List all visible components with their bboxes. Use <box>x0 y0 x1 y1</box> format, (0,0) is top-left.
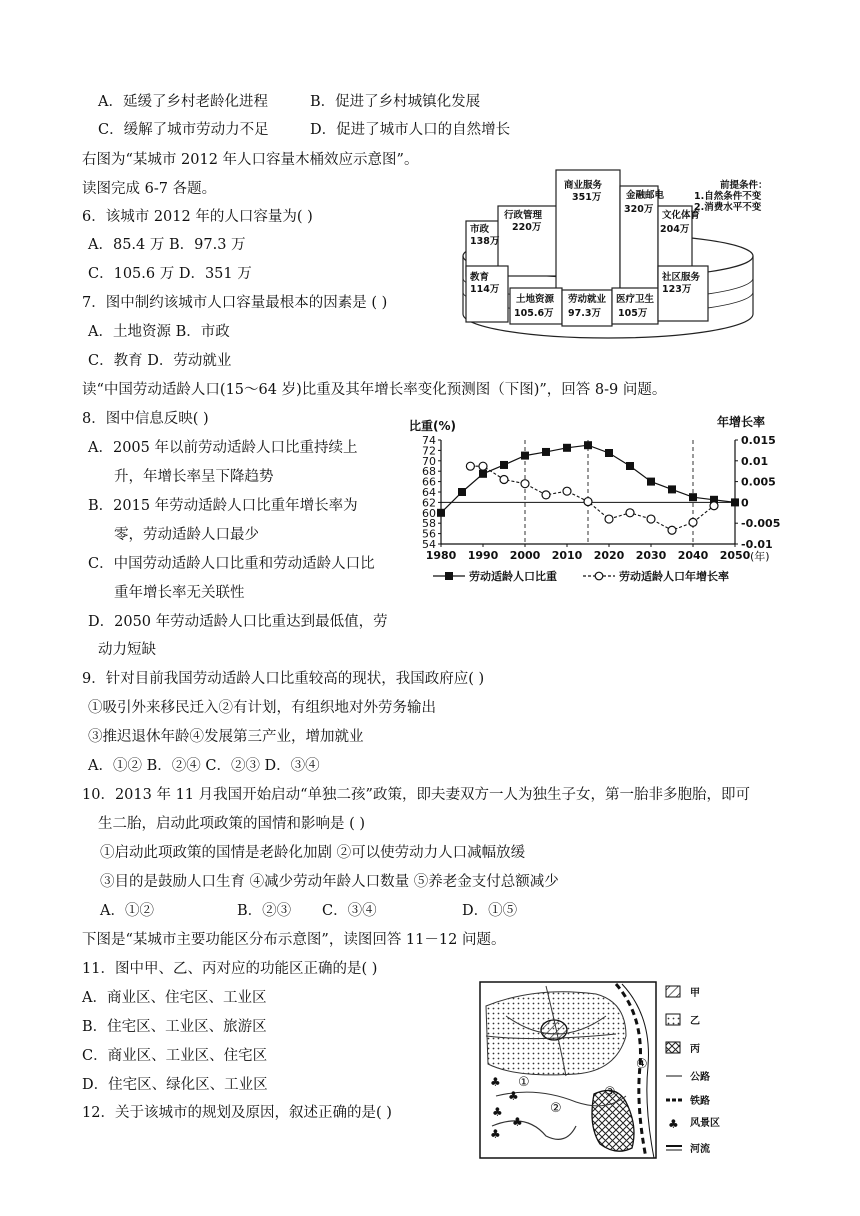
rate-point <box>500 476 508 484</box>
q8-stem: 8．图中信息反映( ) <box>82 411 209 427</box>
q8-option-c1: C．中国劳动适龄人口比重和劳动适龄人口比 <box>88 556 375 572</box>
stave-label: 土地资源 <box>516 294 555 305</box>
ratio-point <box>458 488 466 496</box>
stave-label: 医疗卫生 <box>616 294 655 305</box>
marker-1: ① <box>518 1075 530 1090</box>
stave-label: 行政管理 <box>504 210 543 221</box>
svg-text:♣: ♣ <box>490 1127 501 1141</box>
q6-stem: 6．该城市 2012 年的人口容量为( ) <box>82 209 313 225</box>
rate-point <box>479 462 487 470</box>
ratio-point <box>689 493 697 501</box>
q5-option-a: A．延缓了乡村老龄化进程 <box>98 94 268 110</box>
svg-text:♣: ♣ <box>512 1115 523 1129</box>
ratio-point <box>584 441 592 449</box>
q10-option-d: D．①⑤ <box>462 903 518 919</box>
q12-stem: 12．关于该城市的规划及原因，叙述正确的是( ) <box>82 1105 392 1121</box>
q5-option-b: B．促进了乡村城镇化发展 <box>310 94 481 110</box>
q8-option-d1: D．2050 年劳动适龄人口比重达到最低值，劳 <box>88 614 388 630</box>
y-right-tick-label: -0.005 <box>741 517 781 531</box>
x-axis-label: (年) <box>750 550 770 563</box>
stave-value: 220万 <box>512 222 542 233</box>
legend-yi: 乙 <box>690 1016 700 1027</box>
y-left-tick-label: 56 <box>422 527 436 541</box>
q7-stem: 7．图中制约该城市人口容量最根本的因素是 ( ) <box>82 295 388 311</box>
rate-point <box>521 480 529 488</box>
intro-6-7-line1: 右图为“某城市 2012 年人口容量木桶效应示意图”。 <box>82 152 419 168</box>
q8-option-b1: B．2015 年劳动适龄人口比重年增长率为 <box>88 498 358 514</box>
rate-point <box>542 491 550 499</box>
q10-option-a: A．①② <box>100 903 154 919</box>
stave-label: 金融邮电 <box>626 190 665 201</box>
x-tick-label: 1980 <box>425 549 457 562</box>
y-right-tick-label: 0.01 <box>741 454 769 468</box>
stave-jinrong <box>620 186 658 296</box>
ratio-point <box>542 448 550 456</box>
city-function-map <box>476 976 738 1166</box>
stave-value: 123万 <box>662 284 692 295</box>
stave-value: 97.3万 <box>568 308 601 319</box>
stave-label: 社区服务 <box>662 272 701 283</box>
q5-option-d: D．促进了城市人口的自然增长 <box>310 122 511 138</box>
q10-line4: ③目的是鼓励人口生育 ④减少劳动年龄人口数量 ⑤养老金支付总额减少 <box>100 874 559 890</box>
x-tick-label: 2050 <box>719 549 751 562</box>
x-tick-label: 2020 <box>593 549 625 562</box>
legend-road: 公路 <box>690 1072 710 1083</box>
ratio-point <box>668 485 676 493</box>
intro-6-7-line2: 读图完成 6-7 各题。 <box>82 181 217 197</box>
legend-ratio: 劳动适龄人口比重 <box>469 570 557 583</box>
y-right-label: 年增长率 <box>717 415 766 429</box>
y-left-tick-label: 68 <box>422 465 436 479</box>
y-left-tick-label: 70 <box>422 454 436 468</box>
q8-option-b2: 零，劳动适龄人口最少 <box>114 527 259 543</box>
q7-options-cd: C．教育 D．劳动就业 <box>88 353 232 369</box>
ratio-point <box>731 498 739 506</box>
rate-point <box>563 487 571 495</box>
ratio-point <box>605 449 613 457</box>
stave-label: 市政 <box>470 224 490 235</box>
ratio-point <box>479 470 487 478</box>
y-left-tick-label: 60 <box>422 506 436 520</box>
y-left-label: 比重(%) <box>409 419 456 433</box>
marker-3: ③ <box>604 1085 616 1100</box>
labor-population-chart <box>405 406 815 592</box>
legend-river: 河流 <box>690 1144 710 1155</box>
stave-value: 204万 <box>660 224 690 235</box>
y-left-tick-label: 64 <box>422 486 436 499</box>
legend-bing-icon <box>666 1042 680 1053</box>
q10-option-b: B．②③ <box>237 903 292 919</box>
q10-stem1: 10．2013 年 11 月我国开始启动“单独二孩”政策，即夫妻双方一人为独生子女，第一胎非多胞胎，即可 <box>82 787 750 803</box>
q11-option-d: D．住宅区、绿化区、工业区 <box>82 1077 268 1093</box>
legend-rail: 铁路 <box>690 1096 710 1107</box>
stave-label: 教育 <box>470 272 490 283</box>
q10-line3: ①启动此项政策的国情是老龄化加剧 ②可以使劳动力人口减幅放缓 <box>100 845 526 861</box>
ratio-point <box>647 478 655 486</box>
stave-label: 劳动就业 <box>568 294 607 305</box>
svg-text:♣: ♣ <box>492 1105 503 1119</box>
rate-point <box>466 462 474 470</box>
q11-option-b: B．住宅区、工业区、旅游区 <box>82 1019 267 1035</box>
q10-option-c: C．③④ <box>322 903 377 919</box>
q11-option-c: C．商业区、工业区、住宅区 <box>82 1048 268 1064</box>
q11-stem: 11．图中甲、乙、丙对应的功能区正确的是( ) <box>82 961 378 977</box>
svg-text:♣: ♣ <box>490 1075 501 1089</box>
premise-block <box>694 179 768 213</box>
legend-yi-icon <box>666 1014 680 1025</box>
ratio-point <box>626 462 634 470</box>
legend-circle-icon <box>595 572 603 580</box>
q7-options-ab: A．土地资源 B．市政 <box>88 324 230 340</box>
ratio-point <box>521 452 529 460</box>
q8-option-a2: 升，年增长率呈下降趋势 <box>114 469 274 485</box>
q5-option-c: C．缓解了城市劳动力不足 <box>98 122 269 138</box>
ratio-point <box>500 461 508 469</box>
intro-11-12: 下图是“某城市主要功能区分布示意图”，读图回答 11－12 问题。 <box>82 932 506 948</box>
legend-square-icon <box>445 572 453 580</box>
y-left-tick-label: 54 <box>422 538 436 551</box>
premise-2: 2.消费水平不变 <box>694 202 762 213</box>
q9-options: A．①② B．②④ C．②③ D．③④ <box>88 758 320 774</box>
stave-value: 105万 <box>618 308 648 319</box>
ratio-point <box>563 444 571 452</box>
marker-4: ④ <box>636 1057 648 1072</box>
legend-bing: 丙 <box>690 1044 700 1055</box>
stave-value: 105.6万 <box>514 308 554 319</box>
q8-option-d2: 动力短缺 <box>98 642 156 658</box>
rate-point <box>647 515 655 523</box>
legend-scenic-icon: ♣ <box>668 1117 679 1131</box>
stave-value: 138万 <box>470 236 500 247</box>
y-right-tick-label: -0.01 <box>741 538 773 551</box>
zone-jia <box>541 1020 567 1040</box>
q6-options-cd: C．105.6 万 D．351 万 <box>88 266 252 282</box>
q9-stem: 9．针对目前我国劳动适龄人口比重较高的现状，我国政府应( ) <box>82 671 485 687</box>
q8-option-a1: A．2005 年以前劳动适龄人口比重持续上 <box>88 440 358 456</box>
q9-line3: ③推迟退休年龄④发展第三产业，增加就业 <box>88 729 364 745</box>
q10-stem2: 生二胎，启动此项政策的国情和影响是 ( ) <box>98 816 366 832</box>
x-tick-label: 2000 <box>509 549 541 562</box>
q8-option-c2: 重年增长率无关联性 <box>114 585 245 601</box>
barrel-effect-figure <box>458 166 858 346</box>
rate-point <box>584 498 592 506</box>
premise-1: 1.自然条件不变 <box>694 191 762 202</box>
stave-label: 商业服务 <box>564 180 603 191</box>
rate-point <box>626 509 634 517</box>
premise-title: 前提条件： <box>720 180 768 191</box>
x-tick-label: 1990 <box>467 549 499 562</box>
y-left-tick-label: 72 <box>422 444 436 458</box>
x-tick-label: 2010 <box>551 549 583 562</box>
legend-scenic: 风景区 <box>690 1118 720 1129</box>
chart-legend <box>433 569 729 583</box>
q6-options-ab: A．85.4 万 B．97.3 万 <box>88 237 246 253</box>
svg-text:♣: ♣ <box>508 1089 519 1103</box>
ratio-point <box>437 509 445 517</box>
stave-value: 114万 <box>470 284 500 295</box>
y-left-tick-label: 62 <box>422 496 436 510</box>
stave-value: 320万 <box>624 204 654 215</box>
rate-point <box>605 515 613 523</box>
y-right-tick-label: 0 <box>741 496 749 510</box>
map-legend <box>666 986 720 1155</box>
legend-rate: 劳动适龄人口年增长率 <box>619 570 729 583</box>
marker-2: ② <box>550 1101 562 1116</box>
q9-line2: ①吸引外来移民迁入②有计划，有组织地对外劳务输出 <box>88 700 436 716</box>
y-left-tick-label: 74 <box>422 434 436 447</box>
legend-jia: 甲 <box>690 988 700 999</box>
rate-point <box>689 518 697 526</box>
y-right-tick-label: 0.005 <box>741 475 776 489</box>
y-right-tick-label: 0.015 <box>741 434 776 447</box>
intro-8-9: 读“中国劳动适龄人口(15～64 岁)比重及其年增长率变化预测图（下图)”，回答 8-9 问题。 <box>82 382 667 398</box>
stave-label: 文化体育 <box>662 210 701 221</box>
y-left-tick-label: 58 <box>422 517 436 531</box>
stave-value: 351万 <box>572 192 602 203</box>
rate-point <box>710 502 718 510</box>
q11-option-a: A．商业区、住宅区、工业区 <box>82 990 267 1006</box>
x-tick-label: 2040 <box>677 549 709 562</box>
series-rate-line <box>470 466 714 530</box>
rate-point <box>668 526 676 534</box>
x-tick-label: 2030 <box>635 549 667 562</box>
legend-jia-icon <box>666 986 680 997</box>
y-left-tick-label: 66 <box>422 475 436 489</box>
